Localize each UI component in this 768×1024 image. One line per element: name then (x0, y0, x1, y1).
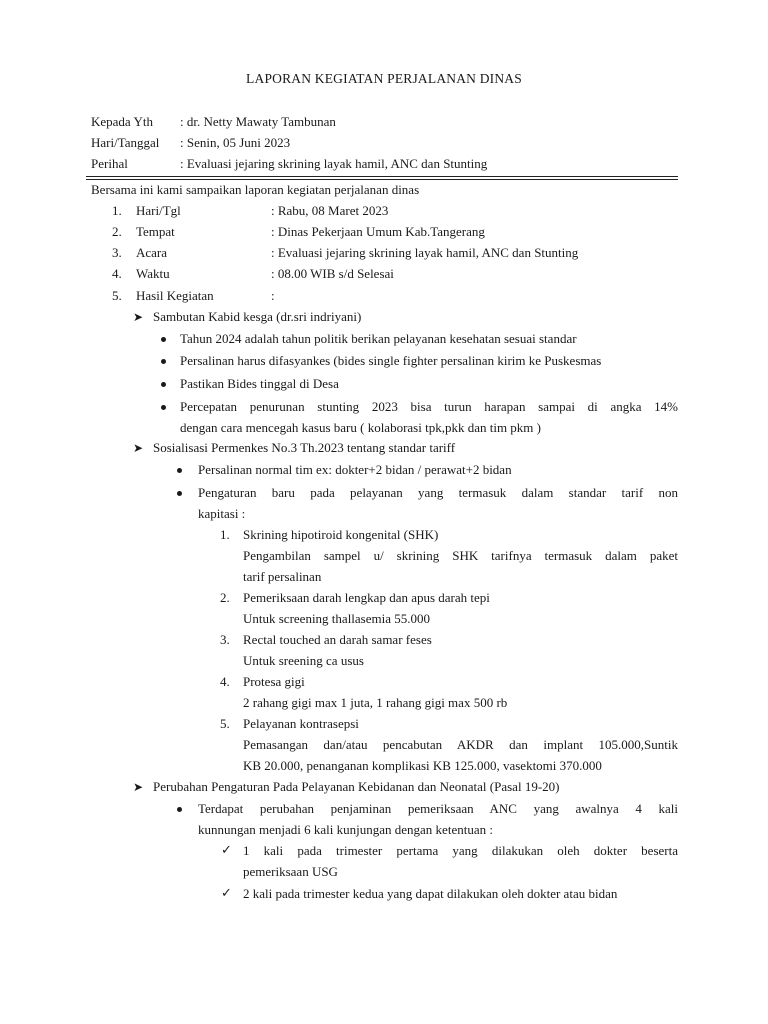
sub-item-title: Pemeriksaan darah lengkap dan apus darah tepi (243, 590, 490, 605)
sub-item-detail: Pemasangan dan/atau pencabutan AKDR dan implant 105.000,Suntik (243, 737, 678, 752)
checkmark-icon: ✓ (221, 842, 232, 857)
header-value: : Senin, 05 Juni 2023 (180, 135, 291, 150)
bullet-text: Percepatan penurunan stunting 2023 bisa turun harapan sampai di angka 14% (180, 399, 678, 414)
header-key: Hari/Tanggal (91, 135, 160, 150)
sub-item-detail: Pengambilan sampel u/ skrining SHK tarifnya termasuk dalam paket (243, 548, 678, 563)
sub-item-title: Skrining hipotiroid kongenital (SHK) (243, 527, 439, 542)
bullet-dot-icon (177, 468, 182, 473)
sub-item-detail: Untuk screening thallasemia 55.000 (243, 611, 431, 626)
check-item-text: 1 kali pada trimester pertama yang dilakukan oleh dokter beserta (243, 843, 678, 858)
item-label: Acara (136, 245, 168, 260)
section-heading: Sambutan Kabid kesga (dr.sri indriyani) (153, 309, 362, 324)
item-number: 3. (112, 245, 122, 260)
sub-item-number: 1. (220, 527, 230, 542)
header-value: : dr. Netty Mawaty Tambunan (180, 114, 336, 129)
arrow-bullet-icon: ➤ (133, 780, 144, 794)
check-item-text: 2 kali pada trimester kedua yang dapat dilakukan oleh dokter atau bidan (243, 886, 618, 901)
checkmark-icon: ✓ (221, 885, 232, 900)
item-label: Hasil Kegiatan (136, 288, 214, 303)
item-number: 2. (112, 224, 122, 239)
bullet-text: Pengaturan baru pada pelayanan yang termasuk dalam standar tarif non (198, 485, 678, 500)
section-heading: Perubahan Pengaturan Pada Pelayanan Kebidanan dan Neonatal (Pasal 19-20) (153, 779, 560, 794)
header-key: Kepada Yth (91, 114, 153, 129)
bullet-text: Terdapat perubahan penjaminan pemeriksaan ANC yang awalnya 4 kali (198, 801, 678, 816)
bullet-dot-icon (161, 405, 166, 410)
item-number: 5. (112, 288, 122, 303)
item-label: Hari/Tgl (136, 203, 181, 218)
header-value: : Evaluasi jejaring skrining layak hamil, ANC dan Stunting (180, 156, 488, 171)
bullet-text-continued: kapitasi : (198, 506, 246, 521)
sub-item-number: 5. (220, 716, 230, 731)
divider-rule (86, 176, 678, 177)
bullet-text: Tahun 2024 adalah tahun politik berikan pelayanan kesehatan sesuai standar (180, 331, 577, 346)
arrow-bullet-icon: ➤ (133, 310, 144, 324)
sub-item-detail: Untuk sreening ca usus (243, 653, 364, 668)
item-value: : Evaluasi jejaring skrining layak hamil, ANC dan Stunting (271, 245, 579, 260)
item-number: 1. (112, 203, 122, 218)
item-value: : Dinas Pekerjaan Umum Kab.Tangerang (271, 224, 485, 239)
bullet-dot-icon (161, 337, 166, 342)
sub-item-detail: KB 20.000, penanganan komplikasi KB 125.000, vasektomi 370.000 (243, 758, 602, 773)
item-value: : 08.00 WIB s/d Selesai (271, 266, 394, 281)
bullet-text: Persalinan harus difasyankes (bides single fighter persalinan kirim ke Puskesmas (180, 353, 602, 368)
check-item-text-continued: pemeriksaan USG (243, 864, 338, 879)
document-title: LAPORAN KEGIATAN PERJALANAN DINAS (246, 71, 522, 86)
item-label: Tempat (136, 224, 175, 239)
item-value: : (271, 288, 275, 303)
item-label: Waktu (136, 266, 170, 281)
sub-item-title: Protesa gigi (243, 674, 305, 689)
divider-rule (86, 179, 678, 180)
sub-item-detail: 2 rahang gigi max 1 juta, 1 rahang gigi max 500 rb (243, 695, 508, 710)
sub-item-title: Rectal touched an darah samar feses (243, 632, 432, 647)
bullet-dot-icon (161, 359, 166, 364)
bullet-text: Persalinan normal tim ex: dokter+2 bidan / perawat+2 bidan (198, 462, 512, 477)
bullet-dot-icon (161, 382, 166, 387)
sub-item-number: 2. (220, 590, 230, 605)
bullet-dot-icon (177, 491, 182, 496)
header-key: Perihal (91, 156, 128, 171)
bullet-text-continued: kunnungan menjadi 6 kali kunjungan dengan ketentuan : (198, 822, 493, 837)
sub-item-number: 4. (220, 674, 230, 689)
bullet-text-continued: dengan cara mencegah kasus baru ( kolaborasi tpk,pkk dan tim pkm ) (180, 420, 541, 435)
bullet-dot-icon (177, 807, 182, 812)
item-value: : Rabu, 08 Maret 2023 (271, 203, 389, 218)
arrow-bullet-icon: ➤ (133, 441, 144, 455)
section-heading: Sosialisasi Permenkes No.3 Th.2023 tentang standar tariff (153, 440, 456, 455)
intro-text: Bersama ini kami sampaikan laporan kegiatan perjalanan dinas (91, 182, 420, 197)
item-number: 4. (112, 266, 122, 281)
bullet-text: Pastikan Bides tinggal di Desa (180, 376, 339, 391)
sub-item-detail: tarif persalinan (243, 569, 322, 584)
sub-item-title: Pelayanan kontrasepsi (243, 716, 359, 731)
sub-item-number: 3. (220, 632, 230, 647)
